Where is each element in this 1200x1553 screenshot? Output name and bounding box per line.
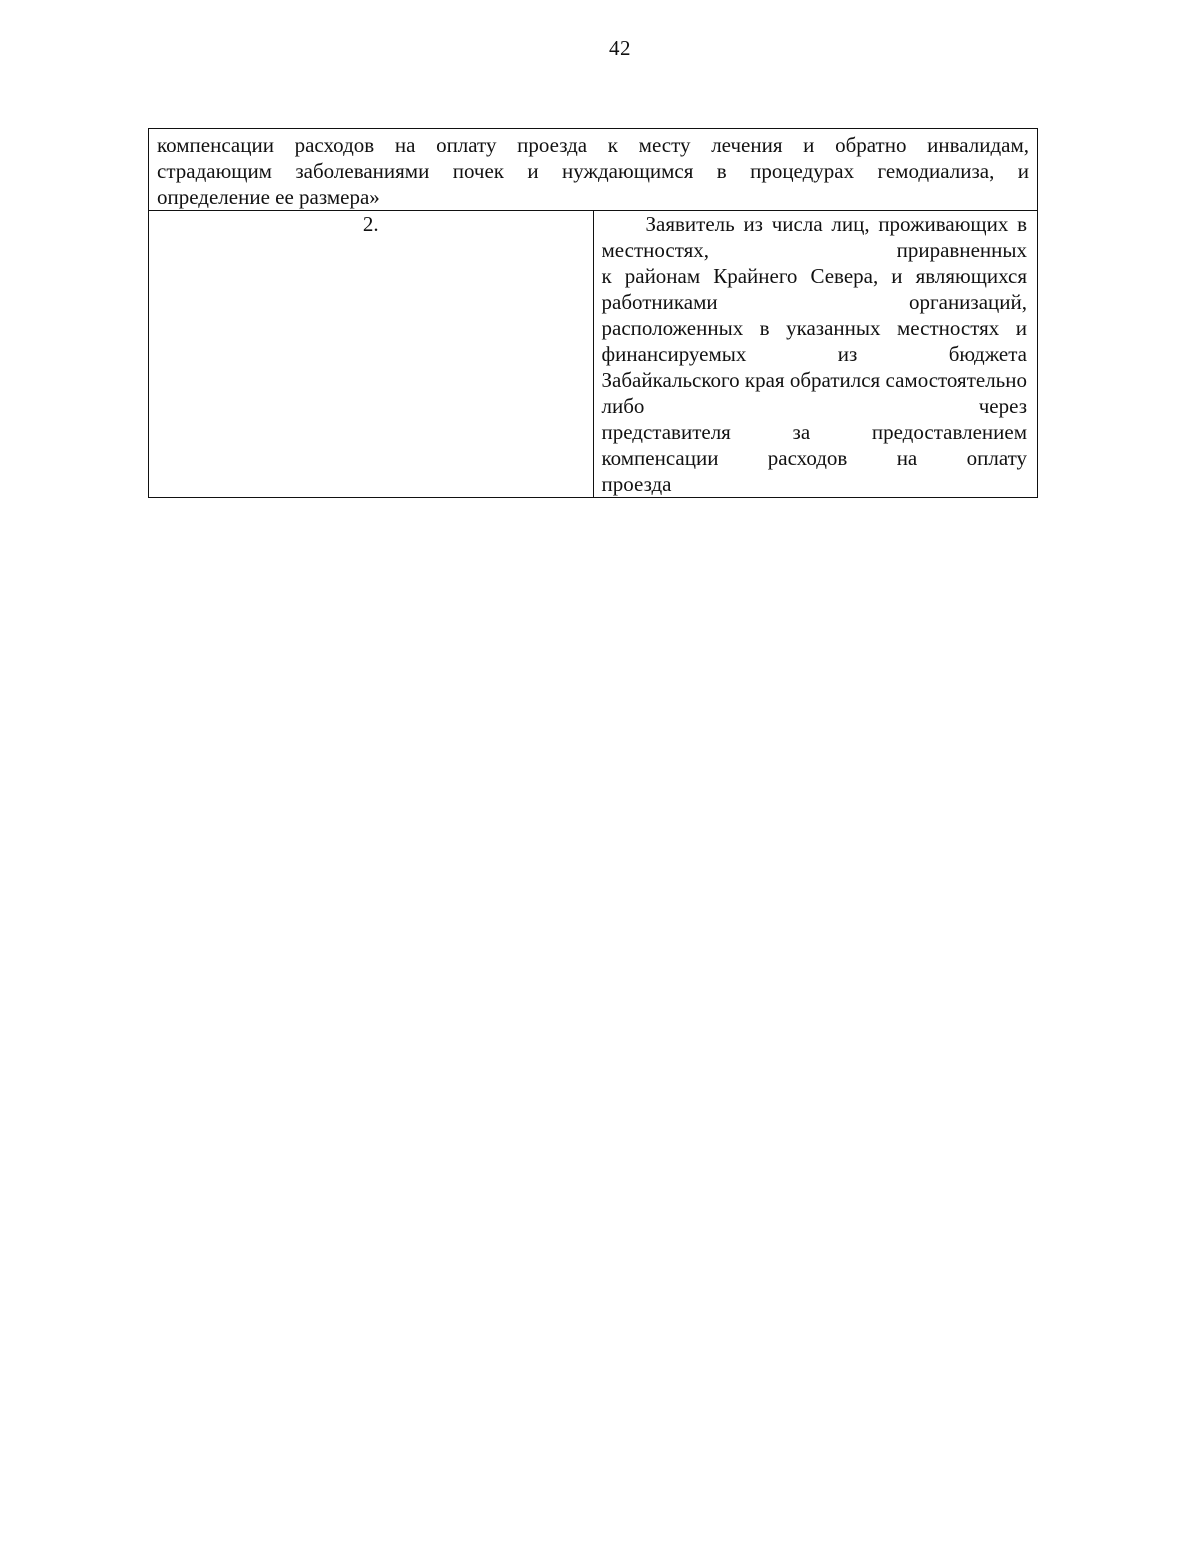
row-text-cell [593, 211, 1038, 498]
continuation-line: определение ее размера» [157, 185, 380, 209]
continuation-line: страдающим заболеваниями почек и нуждающимся в процедурах гемодиализа, и [157, 159, 1029, 183]
table-row [149, 211, 1038, 498]
row-number-cell: 2. [149, 211, 594, 498]
row-text-line: расположенных в указанных местностях и финансируемых из бюджета [601, 316, 1027, 366]
row-text-line: к районам Крайнего Севера, и являющихся работниками организаций, [601, 264, 1027, 314]
row-text-line: проезда [601, 472, 672, 496]
continuation-cell [149, 129, 1038, 211]
variants-table [148, 128, 1038, 498]
row-text-line: представителя за предоставлением компенсации расходов на оплату [601, 420, 1027, 470]
row-text-line: Забайкальского края обратился самостоятельно либо через [601, 368, 1027, 418]
continuation-line: компенсации расходов на оплату проезда к месту лечения и обратно инвалидам, [157, 133, 1029, 157]
page-number: 42 [609, 36, 631, 60]
row-text-line: Заявитель из числа лиц, проживающих в местностях, приравненных [601, 212, 1027, 262]
table-row-continuation [149, 129, 1038, 211]
